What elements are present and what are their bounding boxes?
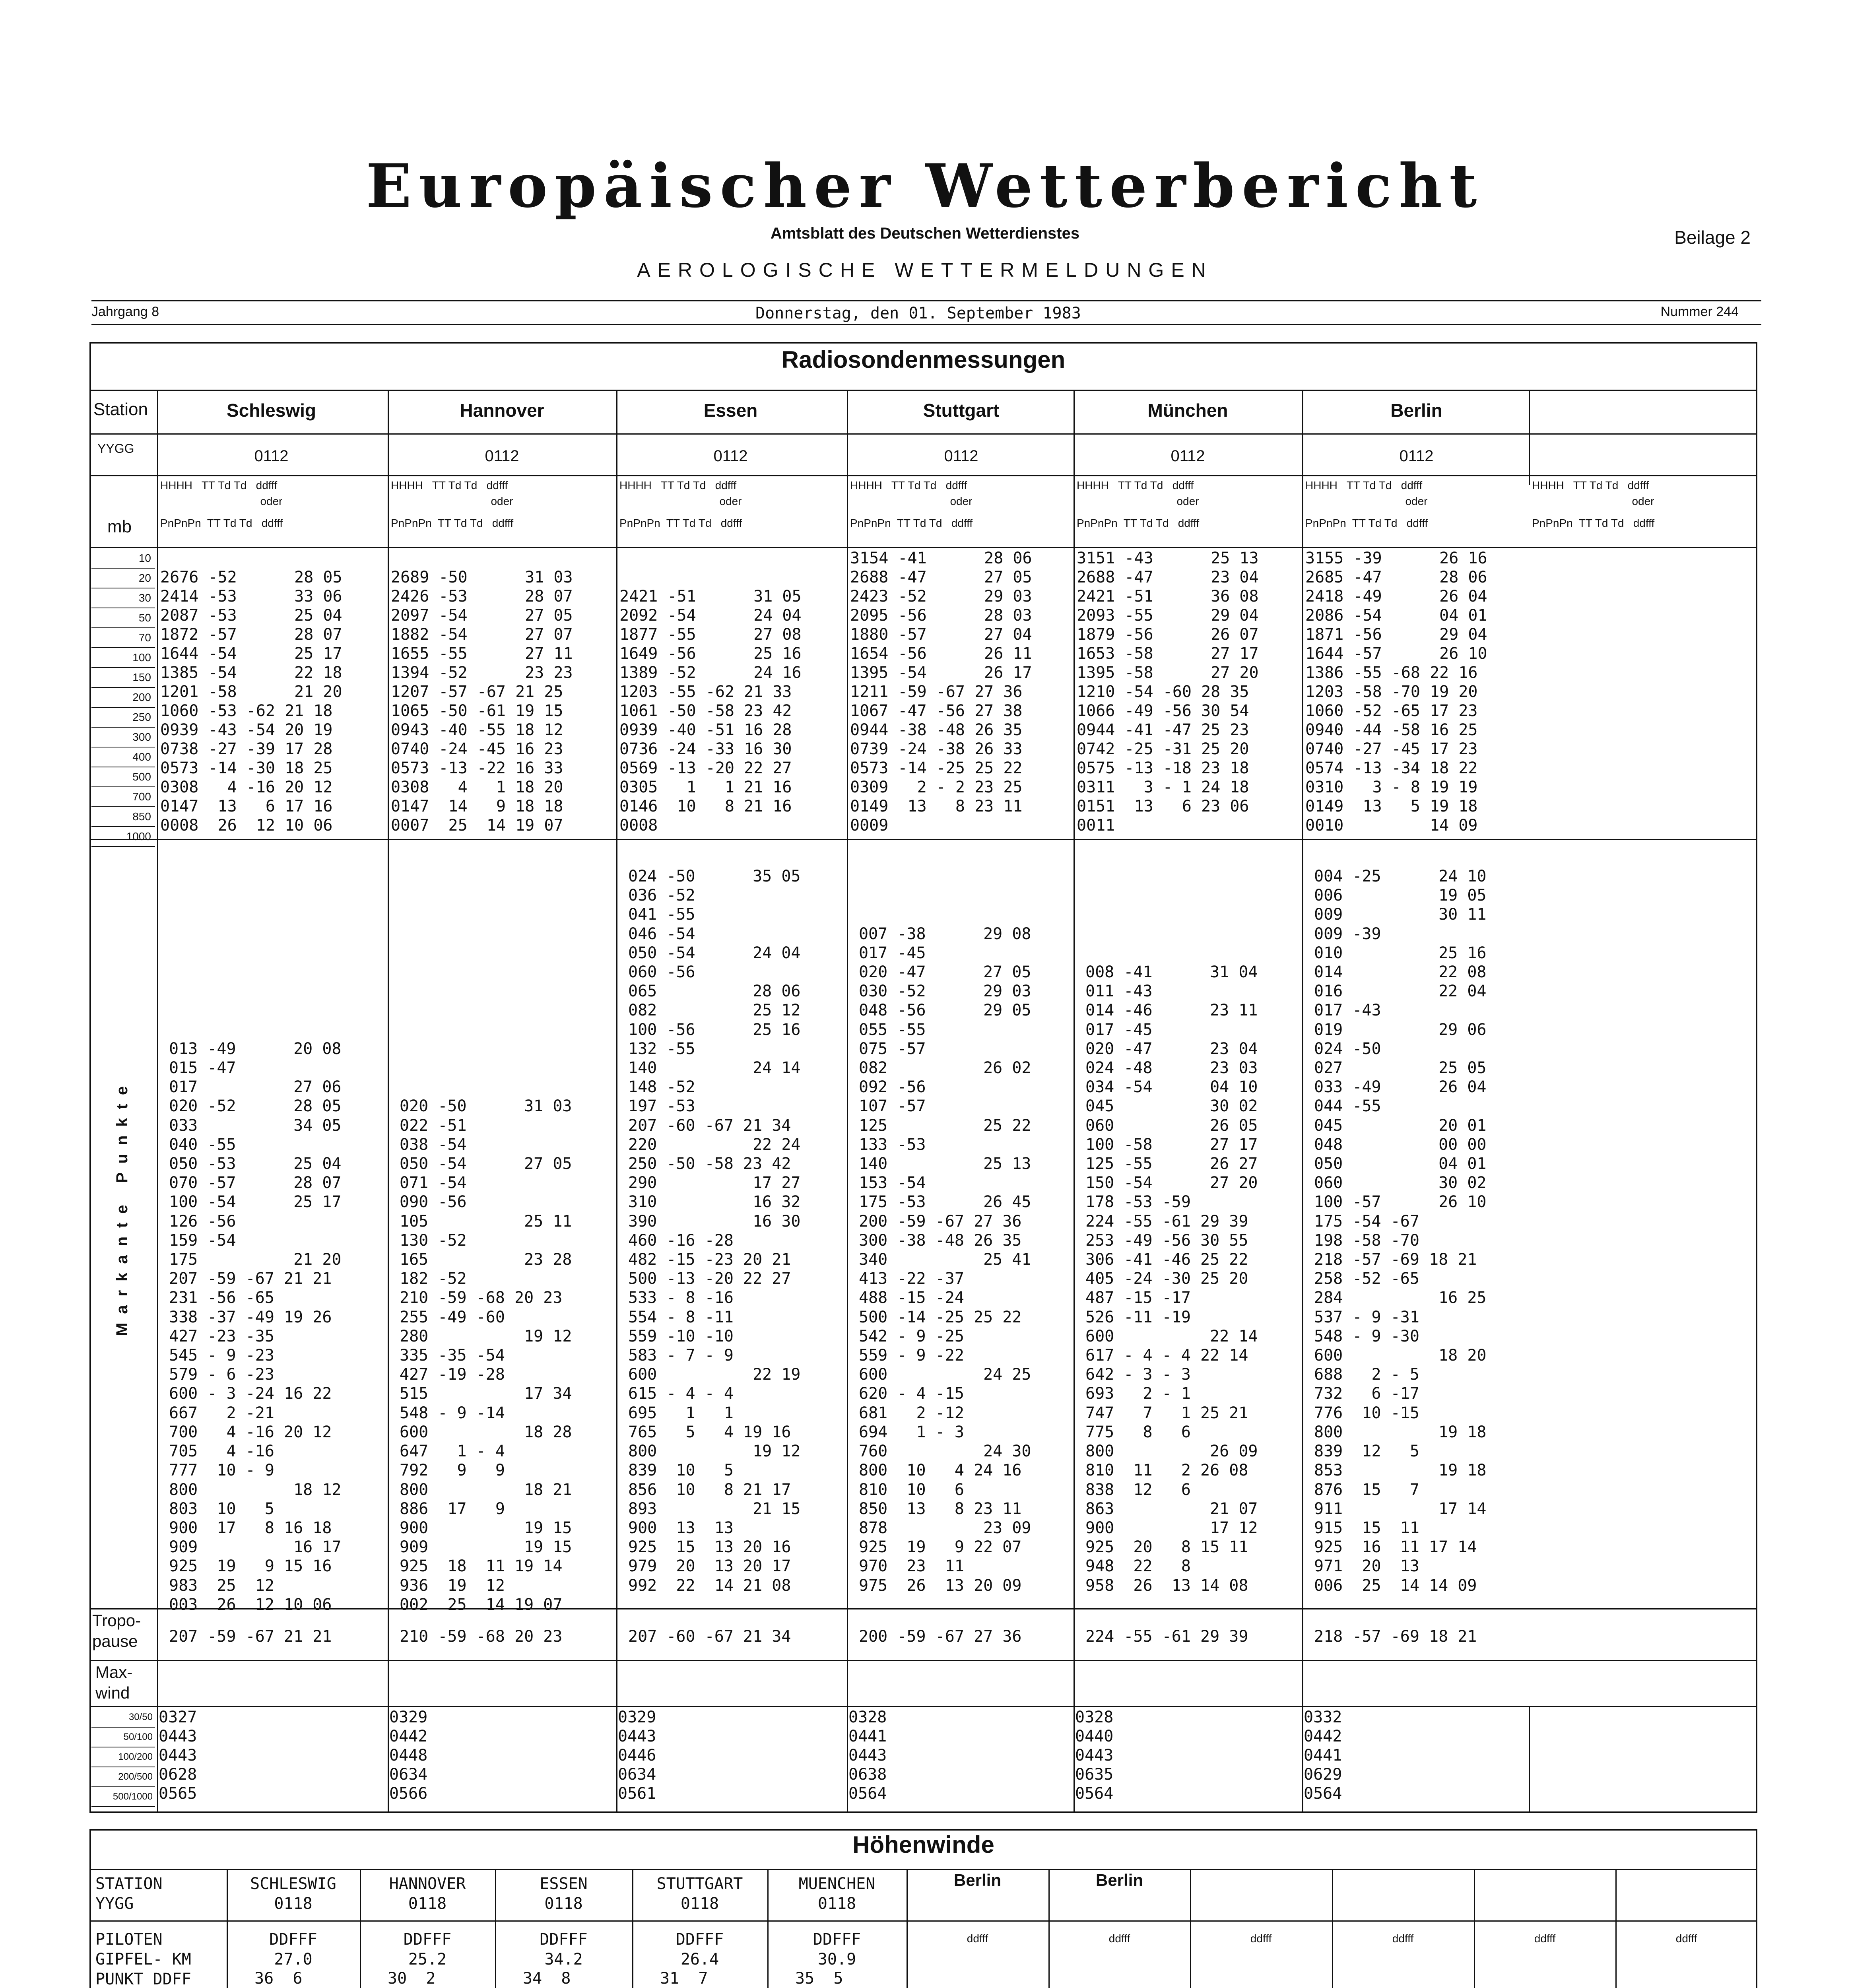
hw-extra-ddfff: ddfff — [1250, 1932, 1272, 1945]
hw-ddfff: DDFFF — [540, 1930, 588, 1949]
tropopause-rule — [89, 1660, 1757, 1661]
shear-level: 100/200 — [91, 1747, 155, 1767]
station-row-rule — [89, 433, 1757, 435]
col-head-1: HHHH TT Td Td ddfff — [391, 479, 508, 491]
station-name: München — [1147, 400, 1228, 421]
hw-gipfel-ddff: 30 2 — [388, 1969, 436, 1988]
shear-divider — [388, 1706, 389, 1813]
col-head-oder: oder — [1632, 495, 1654, 507]
hw-gipfel-ddff: 35 5 — [795, 1969, 843, 1988]
col-head-oder: oder — [1405, 495, 1428, 507]
col-head-oder: oder — [950, 495, 973, 507]
col-head-1: HHHH TT Td Td ddfff — [1305, 479, 1423, 491]
col-head-2: PnPnPn TT Td Td ddfff — [850, 517, 973, 529]
mb-label: mb — [107, 517, 132, 536]
mb-level: 250 — [91, 708, 155, 728]
shear-values: 0332 0442 0441 0629 0564 — [1304, 1708, 1342, 1803]
station-yygg: 0112 — [944, 447, 978, 465]
maxwind-rule — [89, 1706, 1757, 1707]
col-head-oder: oder — [491, 495, 513, 507]
hw-extra-divider — [1190, 1869, 1191, 1988]
col-head-2: PnPnPn TT Td Td ddfff — [391, 517, 514, 529]
shear-values: 0329 0442 0448 0634 0566 — [389, 1708, 428, 1803]
hw-station-name: MUENCHEN — [798, 1875, 875, 1893]
station-divider — [1302, 390, 1303, 1813]
station-yygg: 0112 — [1171, 447, 1205, 465]
tropopause-values: 224 -55 -61 29 39 — [1085, 1627, 1248, 1646]
hw-gipfel-label: GIPFEL- KM — [95, 1950, 191, 1969]
hw-gipfel-km: 26.4 — [680, 1950, 719, 1969]
standard-levels-rule — [89, 839, 1757, 840]
hw-ddfff: DDFFF — [269, 1930, 317, 1949]
header-rule-top — [91, 300, 1761, 301]
issue-number: Nummer 244 — [1660, 304, 1739, 319]
tropopause-label: Tropo- pause — [92, 1611, 141, 1650]
station-name: Schleswig — [227, 400, 316, 421]
hw-extra-ddfff: ddfff — [1392, 1932, 1414, 1945]
radiosonde-title: Radiosondenmessungen — [781, 346, 1066, 373]
mb-level: 70 — [91, 628, 155, 648]
hw-station-name: ESSEN — [540, 1875, 588, 1893]
hw-gipfel-km: 25.2 — [408, 1950, 447, 1969]
yygg-label: YYGG — [97, 441, 134, 456]
col-head-2: PnPnPn TT Td Td ddfff — [619, 517, 742, 529]
station-divider — [388, 390, 389, 1813]
shear-divider — [616, 1706, 617, 1813]
hw-station-rule — [89, 1920, 1757, 1922]
shear-values: 0327 0443 0443 0628 0565 — [159, 1708, 197, 1803]
station-yygg: 0112 — [1399, 447, 1434, 465]
markante-punkte-values: 024 -50 35 05 036 -52 041 -55 046 -54 050 -54 24 04 060 -56 065 28 06 082 25 12 100 -56 25 16 132 -55 140 24 14 148 -52 197 -53 207 -60 -67 21 34 220 22 24 250 -50 -58 23 42 290 17 27 310 16 32 390 16 30 460 -16 -28 482 -15 -23 20 21 500 -13 -20 22 27 533 - 8 -16 554 - 8 -11 559 -10 -10 583 - 7 - 9 600 22 19 615 - 4 - 4 695 1 1 765 5 4 19 16 800 19 12 839 10 5 856 10 8 21 17 893 21 15 900 13 13 925 15 13 20 16 979 20 13 20 17 992 22 14 21 08 — [628, 867, 801, 1595]
col-head-oder: oder — [260, 495, 283, 507]
station-divider — [847, 390, 848, 1813]
hw-station-label: STATION — [95, 1875, 163, 1893]
tropopause-values: 200 -59 -67 27 36 — [859, 1627, 1022, 1646]
standard-level-values: 3151 -43 25 13 2688 -47 23 04 2421 -51 36 08 2093 -55 29 04 1879 -56 26 07 1653 -58 27 17 1395 -58 27 20 1210 -54 -60 28 35 1066 -49 -56 30 54 0944 -41 -47 25 23 0742 -25 -31 25 20 0575 -13 -18 23 18 0311 3 - 1 24 18 0151 13 6 23 06 0011 — [1077, 549, 1259, 835]
hw-gipfel-km: 30.9 — [817, 1950, 856, 1969]
mb-level: 500 — [91, 767, 155, 787]
hoehenwinde-title-rule — [89, 1869, 1757, 1870]
station-yygg: 0112 — [485, 447, 519, 465]
shear-values: 0328 0441 0443 0638 0564 — [848, 1708, 887, 1803]
hw-station-name: SCHLESWIG — [250, 1875, 336, 1893]
mb-level: 300 — [91, 728, 155, 747]
hw-piloten-label: PILOTEN — [95, 1930, 163, 1949]
mb-level: 850 — [91, 807, 155, 827]
standard-level-values: 3154 -41 28 06 2688 -47 27 05 2423 -52 29 03 2095 -56 28 03 1880 -57 27 04 1654 -56 26 11 1395 -54 26 17 1211 -59 -67 27 36 1067 -47 -56 27 38 0944 -38 -48 26 35 0739 -24 -38 26 33 0573 -14 -25 25 22 0309 2 - 2 23 25 0149 13 8 23 11 0009 — [850, 549, 1032, 835]
station-divider — [616, 390, 617, 1813]
standard-level-values: 2689 -50 31 03 2426 -53 28 07 2097 -54 27 05 1882 -54 27 07 1655 -55 27 11 1394 -52 23 23 1207 -57 -67 21 25 1065 -50 -61 19 15 0943 -40 -55 18 12 0740 -24 -45 16 23 0573 -13 -22 16 33 0308 4 1 18 20 0147 14 9 18 18 0007 25 14 19 07 — [391, 568, 573, 835]
hw-gipfel-ddff: 34 8 — [523, 1969, 571, 1988]
col-head-oder: oder — [719, 495, 742, 507]
hw-extra-divider — [1332, 1869, 1333, 1988]
tropopause-values: 207 -60 -67 21 34 — [628, 1627, 791, 1646]
tropopause-values: 207 -59 -67 21 21 — [169, 1627, 332, 1646]
hw-yygg-label: YYGG — [95, 1895, 134, 1913]
station-label: Station — [93, 400, 148, 419]
markante-punkte-values: 004 -25 24 10 006 19 05 009 30 11 009 -39 010 25 16 014 22 08 016 22 04 017 -43 019 29 06 024 -50 027 25 05 033 -49 26 04 044 -55 045 20 01 048 00 00 050 04 01 060 30 02 100 -57 26 10 175 -54 -67 198 -58 -70 218 -57 -69 18 21 258 -52 -65 284 16 25 537 - 9 -31 548 - 9 -30 600 18 20 688 2 - 5 732 6 -17 776 10 -15 800 19 18 839 12 5 853 19 18 876 15 7 911 17 14 915 15 11 925 16 11 17 14 971 20 13 006 25 14 14 09 — [1314, 867, 1487, 1595]
hw-extra-station: Berlin — [1095, 1871, 1143, 1889]
mb-level: 200 — [91, 688, 155, 708]
col-head-1: HHHH TT Td Td ddfff — [1077, 479, 1194, 491]
shear-divider — [1074, 1706, 1075, 1813]
shear-level: 30/50 — [91, 1708, 155, 1728]
col-head-2: PnPnPn TT Td Td ddfff — [1077, 517, 1200, 529]
station-name: Hannover — [460, 400, 544, 421]
col-head-1: HHHH TT Td Td ddfff — [619, 479, 737, 491]
mb-level: 10 — [91, 549, 155, 569]
hw-station-yygg: 0118 — [274, 1895, 313, 1913]
markante-punkte-values: 013 -49 20 08 015 -47 017 27 06 020 -52 28 05 033 34 05 040 -55 050 -53 25 04 070 -57 28 07 100 -54 25 17 126 -56 159 -54 175 21 20 207 -59 -67 21 21 231 -56 -65 338 -37 -49 19 26 427 -23 -35 545 - 9 -23 579 - 6 -23 600 - 3 -24 16 22 667 2 -21 700 4 -16 20 12 705 4 -16 777 10 - 9 800 18 12 803 10 5 900 17 8 16 18 909 16 17 925 19 9 15 16 983 25 12 003 26 12 10 06 — [169, 1039, 342, 1614]
mb-level: 400 — [91, 747, 155, 767]
shear-divider — [847, 1706, 848, 1813]
mb-levels — [91, 549, 155, 847]
hw-ddfff: DDFFF — [813, 1930, 861, 1949]
shear-level: 50/100 — [91, 1728, 155, 1747]
mb-level: 150 — [91, 668, 155, 688]
col-head-2: PnPnPn TT Td Td ddfff — [160, 517, 283, 529]
hw-extra-ddfff: ddfff — [1675, 1932, 1697, 1945]
station-yygg: 0112 — [713, 447, 748, 465]
beilage-label: Beilage 2 — [1674, 227, 1751, 248]
hw-station-yygg: 0118 — [817, 1895, 856, 1913]
hoehenwinde-title: Höhenwinde — [852, 1831, 994, 1858]
publisher-subtitle: Amtsblatt des Deutschen Wetterdienstes — [770, 225, 1080, 242]
label-column-divider — [157, 390, 158, 1813]
section-title: AEROLOGISCHE WETTERMELDUNGEN — [637, 259, 1213, 281]
yygg-row-rule — [89, 475, 1757, 476]
col-head-oder: oder — [1176, 495, 1199, 507]
col-head-1: HHHH TT Td Td ddfff — [850, 479, 967, 491]
mb-level: 20 — [91, 569, 155, 588]
shear-level: 500/1000 — [91, 1787, 155, 1807]
tropopause-values: 218 -57 -69 18 21 — [1314, 1627, 1477, 1646]
hw-ddfff: DDFFF — [403, 1930, 452, 1949]
shear-divider — [1302, 1706, 1303, 1813]
mb-level: 50 — [91, 608, 155, 628]
standard-level-values: 3155 -39 26 16 2685 -47 28 06 2418 -49 26 04 2086 -54 04 01 1871 -56 29 04 1644 -57 26 10 1386 -55 -68 22 16 1203 -58 -70 19 20 1060 -52 -65 17 23 0940 -44 -58 16 25 0740 -27 -45 17 23 0574 -13 -34 18 22 0310 3 - 8 19 19 0149 13 5 19 18 0010 14 09 — [1305, 549, 1487, 835]
hw-gipfel-ddff: 31 7 — [660, 1969, 708, 1988]
page-title: Europäischer Wetterbericht — [366, 151, 1484, 221]
hw-gipfel-km: 34.2 — [544, 1950, 583, 1969]
col-head-2: PnPnPn TT Td Td ddfff — [1532, 517, 1655, 529]
col-head-2: PnPnPn TT Td Td ddfff — [1305, 517, 1428, 529]
hw-extra-ddfff: ddfff — [1534, 1932, 1556, 1945]
hw-ddfff: DDFFF — [676, 1930, 724, 1949]
hw-gipfel-ddff: 36 6 — [254, 1969, 303, 1988]
hw-extra-ddfff: ddfff — [967, 1932, 988, 1945]
maxwind-label: Max- wind — [95, 1663, 133, 1702]
markante-punkte-values: 007 -38 29 08 017 -45 020 -47 27 05 030 -52 29 03 048 -56 29 05 055 -55 075 -57 082 26 02 092 -56 107 -57 125 25 22 133 -53 140 25 13 153 -54 175 -53 26 45 200 -59 -67 27 36 300 -38 -48 26 35 340 25 41 413 -22 -37 488 -15 -24 500 -14 -25 25 22 542 - 9 -25 559 - 9 -22 600 24 25 620 - 4 -15 681 2 -12 694 1 - 3 760 24 30 800 10 4 24 16 810 10 6 850 13 8 23 11 878 23 09 925 19 9 22 07 970 23 11 975 26 13 20 09 — [859, 924, 1031, 1595]
station-divider — [1529, 390, 1530, 485]
station-name: Berlin — [1390, 400, 1442, 421]
shear-divider — [1529, 1706, 1530, 1813]
col-head-1: HHHH TT Td Td ddfff — [160, 479, 278, 491]
tropopause-values: 210 -59 -68 20 23 — [400, 1627, 563, 1646]
hw-punkt-label: PUNKT DDFF — [95, 1970, 191, 1988]
shear-values: 0328 0440 0443 0635 0564 — [1075, 1708, 1114, 1803]
hw-station-name: STUTTGART — [656, 1875, 743, 1893]
mb-level: 700 — [91, 787, 155, 807]
hw-gipfel-km: 27.0 — [274, 1950, 313, 1969]
station-yygg: 0112 — [254, 447, 289, 465]
shear-levels — [91, 1708, 155, 1807]
markante-punkte-values: 020 -50 31 03 022 -51 038 -54 050 -54 27 05 071 -54 090 -56 105 25 11 130 -52 165 23 28 182 -52 210 -59 -68 20 23 255 -49 -60 280 19 12 335 -35 -54 427 -19 -28 515 17 34 548 - 9 -14 600 18 28 647 1 - 4 792 9 9 800 18 21 886 17 9 900 19 15 909 19 15 925 18 11 19 14 936 19 12 002 25 14 19 07 — [400, 1097, 572, 1614]
colhead-row-rule — [89, 547, 1757, 548]
hw-extra-station: Berlin — [953, 1871, 1002, 1889]
station-name: Essen — [703, 400, 758, 421]
hw-extra-divider — [1474, 1869, 1475, 1988]
markante-punkte-label: Markante Punkte — [113, 1077, 131, 1336]
col-head-1: HHHH TT Td Td ddfff — [1532, 479, 1649, 491]
standard-level-values: 2676 -52 28 05 2414 -53 33 06 2087 -53 25 04 1872 -57 28 07 1644 -54 25 17 1385 -54 22 18 1201 -58 21 20 1060 -53 -62 21 18 0939 -43 -54 20 19 0738 -27 -39 17 28 0573 -14 -30 18 25 0308 4 -16 20 12 0147 13 6 17 16 0008 26 12 10 06 — [160, 568, 342, 835]
station-name: Stuttgart — [923, 400, 1000, 421]
jahrgang: Jahrgang 8 — [91, 304, 159, 319]
shear-values: 0329 0443 0446 0634 0561 — [618, 1708, 656, 1803]
hw-station-yygg: 0118 — [408, 1895, 447, 1913]
radiosonde-title-rule — [89, 390, 1757, 391]
header-rule-bottom — [91, 324, 1761, 325]
hw-station-yygg: 0118 — [680, 1895, 719, 1913]
mb-level: 30 — [91, 588, 155, 608]
hw-extra-divider — [1615, 1869, 1617, 1988]
hw-extra-ddfff: ddfff — [1108, 1932, 1130, 1945]
markante-punkte-values: 008 -41 31 04 011 -43 014 -46 23 11 017 -45 020 -47 23 04 024 -48 23 03 034 -54 04 10 045 30 02 060 26 05 100 -58 27 17 125 -55 26 27 150 -54 27 20 178 -53 -59 224 -55 -61 29 39 253 -49 -56 30 55 306 -41 -46 25 22 405 -24 -30 25 20 487 -15 -17 526 -11 -19 600 22 14 617 - 4 - 4 22 14 642 - 3 - 3 693 2 - 1 747 7 1 25 21 775 8 6 800 26 09 810 11 2 26 08 838 12 6 863 21 07 900 17 12 925 20 8 15 11 948 22 8 958 26 13 14 08 — [1085, 963, 1258, 1595]
shear-level: 200/500 — [91, 1767, 155, 1787]
mb-level: 1000 — [91, 827, 155, 847]
hw-station-name: HANNOVER — [389, 1875, 466, 1893]
mb-level: 100 — [91, 648, 155, 668]
hw-station-yygg: 0118 — [544, 1895, 583, 1913]
standard-level-values: 2421 -51 31 05 2092 -54 24 04 1877 -55 27 08 1649 -56 25 16 1389 -52 24 16 1203 -55 -62 21 33 1061 -50 -58 23 42 0939 -40 -51 16 28 0736 -24 -33 16 30 0569 -13 -20 22 27 0305 1 1 21 16 0146 10 8 21 16 0008 — [619, 587, 802, 835]
issue-date: Donnerstag, den 01. September 1983 — [755, 304, 1081, 322]
station-divider — [1074, 390, 1075, 1813]
